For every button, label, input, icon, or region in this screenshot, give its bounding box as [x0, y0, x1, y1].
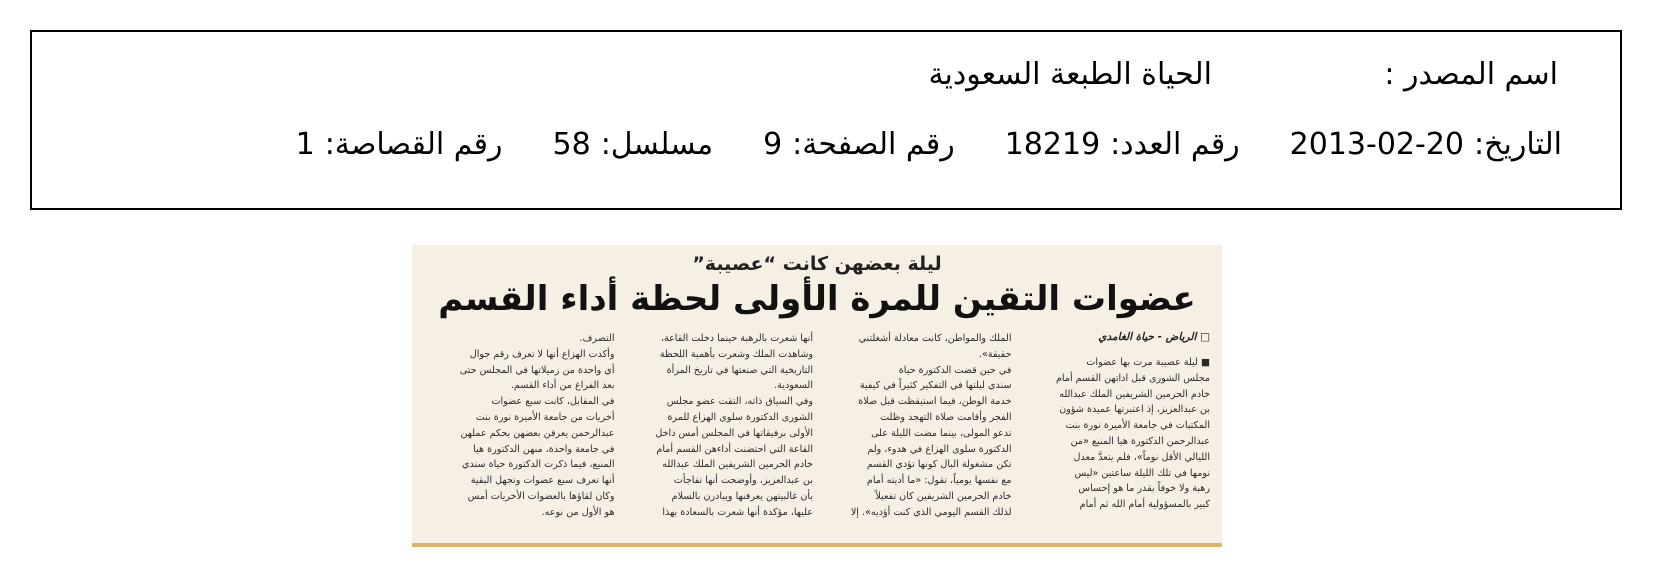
article-text-line: الفجر وأقامت صلاة التهجد وظلت	[880, 411, 1012, 423]
article-text-line: خدمة الوطن، فيما استيقظت قبل صلاة	[858, 396, 1012, 408]
clip-number-value: 1	[295, 127, 315, 162]
article-text-line: رهبة ولا خوفاً بقدر ما هو إحساس	[1078, 483, 1210, 495]
issue-field	[1004, 127, 1240, 162]
article-text-line: الدكتورة سلوى الهزاع في هدوء، ولم	[867, 443, 1012, 455]
article-text-line: تكن مشغولة البال كونها تؤدي القسم	[866, 459, 1012, 471]
clip-number-field	[295, 127, 503, 162]
article-headline: عضوات التقين للمرة الأولى لحظة أداء القسم	[438, 279, 1196, 319]
article-text-line: خادم الحرمين الشريفين كان تفعيلاً	[875, 490, 1012, 502]
article-text-line: نومها في تلك الليلة ساعتين «ليس	[1074, 467, 1210, 479]
page-field	[763, 127, 955, 162]
article-text-line: المنيع، فيما ذكرت الدكتورة حياة سندي	[462, 459, 615, 471]
source-value: الحياة الطبعة السعودية	[928, 57, 1212, 92]
article-text-line: سندي ليلتها في التفكير كثيراً في كيفية	[859, 380, 1012, 392]
article-text-line: هو الأول من نوعه.	[541, 506, 615, 518]
serial-value: 58	[552, 127, 591, 162]
article-text-line: في جامعة واحدة، منهن الدكتورة هيا	[473, 443, 615, 455]
article-column	[426, 331, 615, 539]
article-text-line: التصرف.	[579, 333, 615, 344]
date-value: 2013-02-20	[1289, 127, 1465, 162]
article-text-line: خادم الحرمين الشريفين الملك عبدالله	[662, 459, 813, 471]
article-text-line: التاريخية التي صنعتها في تاريخ المرأة	[666, 364, 813, 376]
clip-number-label: رقم القصاصة:	[324, 127, 503, 162]
article-text-line: بأن غالبيتهن يعرفنها ويبادرن بالسلام	[671, 490, 813, 502]
article-column	[625, 331, 814, 539]
date-label: التاريخ:	[1474, 127, 1562, 162]
article-text-line: لذلك القسم اليومي الذي كنت أؤديه». إلا	[850, 506, 1012, 518]
article-text-line: تدعو المولى، بينما مضت الليلة على	[871, 427, 1012, 439]
serial-field	[552, 127, 714, 162]
article-text-line: أخريات من جامعة الأميرة نورة بنت	[475, 411, 615, 423]
article-text-line: مجلس الشورى قبل اداتهن القسم أمام	[1055, 372, 1210, 384]
article-text-line: الملك والمواطن، كانت معادلة أشغلتني	[858, 333, 1012, 344]
article-text-line: الشورى الدكتورة سلوى الهزاع للمرة	[667, 411, 813, 423]
newspaper-clipping	[412, 245, 1222, 547]
article-kicker: ليلة بعضهن كانت “عصيبة”	[692, 253, 942, 275]
article-text-line: عبدالرحمن الدكتورة هيا المنيع «من	[1070, 435, 1210, 447]
article-text-line: الليالي الأقل نوماً»، فلم يتعدَّ معدل	[1073, 451, 1210, 463]
issue-label: رقم العدد:	[1110, 127, 1240, 162]
article-text-line: وكان لقاؤها بالعضوات الأخريات أمس	[467, 490, 615, 502]
article-text-line: خادم الحرمين الشريفين الملك عبدالله	[1059, 388, 1210, 400]
article-text-line: الأولى برفيقاتها في المجلس أمس داخل	[655, 427, 813, 439]
serial-label: مسلسل:	[600, 127, 714, 162]
source-label: اسم المصدر :	[1384, 57, 1558, 92]
article-text-line: السعودية.	[774, 380, 813, 392]
article-text-line: حقيقة».	[978, 348, 1012, 360]
article-text-line: بن عبدالعزيز، وأوضحت أنها تفاجأت	[673, 475, 813, 487]
article-column	[823, 331, 1012, 539]
metadata-row	[295, 127, 1562, 162]
article-columns	[426, 331, 1210, 539]
page-value: 9	[763, 127, 783, 162]
article-text-line: عبدالرحمن يعرفن بعضهن بحكم عملهن	[460, 427, 615, 439]
date-field	[1289, 127, 1562, 162]
article-text-line: وفي السياق ذاته، التقت عضو مجلس	[666, 396, 813, 408]
article-text-line: وأكدت الهزاع أنها لا تعرف رقم جوال	[469, 348, 615, 360]
article-text-line: بعد الفراغ من أداء القسم.	[510, 380, 615, 392]
article-text-line: في المقابل، كانت سبع عضوات	[491, 396, 615, 408]
page-label: رقم الصفحة:	[792, 127, 955, 162]
article-text-line: في حين قضت الدكتورة حياة	[898, 364, 1012, 376]
article-text-line: المكتبات في جامعة الأميرة نورة بنت	[1065, 420, 1210, 432]
article-text-line: القاعة التي احتضنت أداءهن القسم أمام	[656, 443, 813, 455]
issue-value: 18219	[1004, 127, 1101, 162]
article-text-line: كبير بالمسؤولية أمام الله ثم أمام	[1079, 499, 1210, 511]
article-text-line: أنها تعرف سبع عضوات وتجهل البقية	[470, 475, 615, 487]
article-text-line: وشاهدت الملك وشعرت بأهمية اللحظة	[659, 348, 813, 360]
article-text-line: عليها، مؤكدة أنها شعرت بالسعادة بهذا	[662, 506, 813, 518]
article-byline: □ الرياض - حياة الغامدي	[1098, 331, 1210, 343]
article-text-line: أي واحدة من زميلاتها في المجلس حتى	[459, 364, 615, 376]
article-text-line: مع نفسها يومياً، تقول: «ما أديته أمام	[866, 475, 1012, 487]
article-text-line: أنها شعرت بالرهبة حينما دخلت القاعة،	[660, 333, 813, 344]
article-text-line: ■ ليلة عصيبة مرت بها عضوات	[1086, 357, 1210, 368]
article-text-line: بن عبدالعزيز، إذ اعتبرتها عميدة شؤون	[1059, 404, 1210, 416]
article-column	[1022, 331, 1211, 539]
source-info-box	[30, 30, 1622, 210]
